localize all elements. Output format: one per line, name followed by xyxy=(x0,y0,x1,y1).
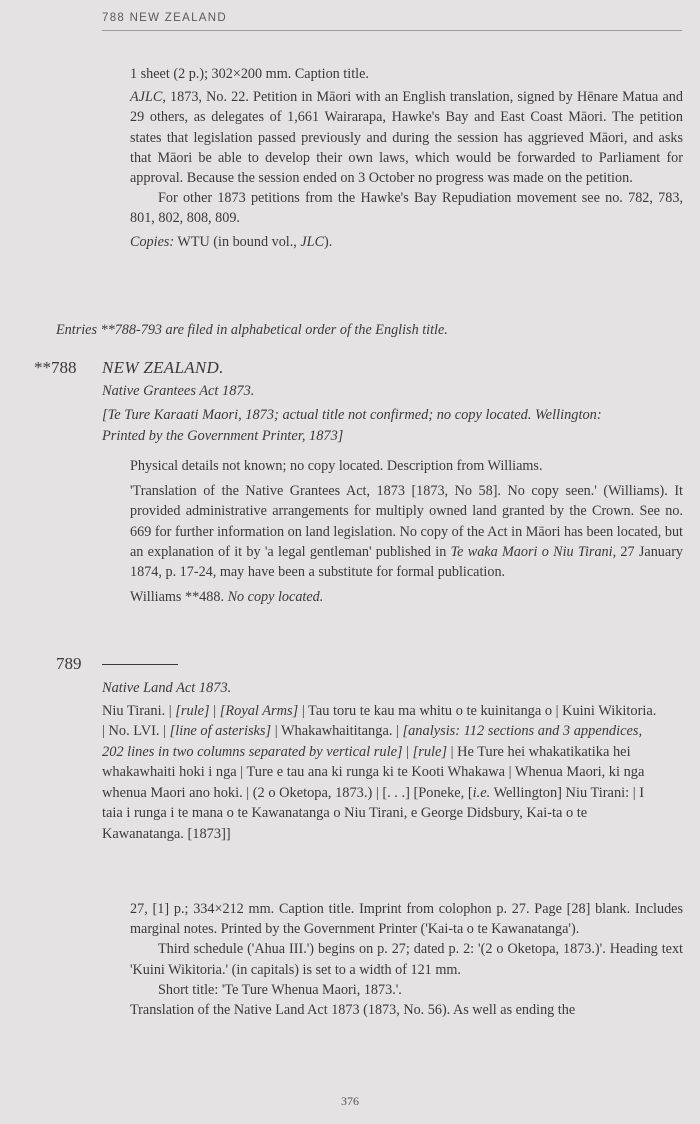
entry-788-heading-block xyxy=(102,358,682,446)
entry-789-title: Native Land Act 1873. xyxy=(102,680,232,696)
transcription-italic: [rule] xyxy=(175,702,210,719)
copies-text: WTU (in bound vol., xyxy=(174,233,301,250)
entry-789-note-2: Short title: 'Te Ture Whenua Maori, 1873.'. xyxy=(158,981,402,998)
entry-788-note-italic: Te waka Maori o Niu Tirani xyxy=(450,543,613,560)
transcription-part: | Tau toru te kau ma whitu o te kuinitanga o | Kuini Wikitoria. | No. LVI. | xyxy=(102,702,657,739)
prev-physical: 1 sheet (2 p.); 302×200 mm. Caption title. xyxy=(130,66,369,82)
entry-788-ref-italic: No copy located. xyxy=(227,589,324,606)
transcription-part: Wellington] Niu Tirani: | I taia i runga i te mana o te Kawanatanga o Niu Tirani, e George Didsbury, Kai-ta o te Kawanatanga. [1873]] xyxy=(102,784,644,842)
transcription-part: | xyxy=(209,702,220,719)
entries-note: Entries **788-793 are filed in alphabetical order of the English title. xyxy=(56,322,448,338)
entry-788-bracket: [Te Ture Karaati Maori, 1873; actual title not confirmed; no copy located. Wellington: Printed by the Government Printer, 1873] xyxy=(102,407,602,444)
transcription-italic: i.e. xyxy=(472,784,491,801)
entry-788-note-end: , 27 January 1874, p. 17-24, may have been a substitute for formal publication. xyxy=(130,543,684,581)
entry-788-body xyxy=(130,456,683,607)
entry-788-heading: NEW ZEALAND. xyxy=(102,358,224,377)
entry-789-note-1: Third schedule ('Ahua III.') begins on p. 27; dated p. 2: '(2 o Oketopa, 1873.)'. Heading text 'Kuini Wikitoria.' (in capitals) is set to a width of 121 mm. xyxy=(130,941,683,978)
entry-788-note xyxy=(130,481,683,582)
entry-789-note-3: Translation of the Native Land Act 1873 (1873, No. 56). As well as ending the xyxy=(130,1002,576,1019)
transcription-part: | He Ture hei whakatikatika hei whakawhaiti hoki i nga | Ture e tau ana ki runga ki te Kooti Whakawa | Whenua Maori, ki nga whenua Maori ano hoki. | (2 o Oketopa, 1873.) | [. . .] [Poneke, [ xyxy=(102,743,645,801)
transcription-part: Niu Tirani. | xyxy=(102,702,176,719)
entry-788-physical: Physical details not known; no copy located. Description from Williams. xyxy=(130,458,543,474)
repeat-heading-rule xyxy=(102,664,178,665)
copies-italic: JLC xyxy=(300,233,325,250)
entry-789-heading-block xyxy=(102,678,682,844)
prev-note xyxy=(130,87,683,188)
entry-788-title: Native Grantees Act 1873. xyxy=(102,382,255,399)
prev-note-text: , 1873, No. 22. Petition in Māori with an English translation, signed by Hēnare Matua and 29 others, as delegates of 1,661 Wairarapa, Hawke's Bay and East Coast Māori. The petition states that legislation passed previously and during the session has aggrieved Māori, and asks that Māori be able to develop their own laws, which would be forwarded to Parliament for approval. Because the session ended on 3 October no progress was made on the petition. xyxy=(130,89,683,187)
entry-788-ref xyxy=(130,587,683,607)
entry-788-note-text: 'Translation of the Native Grantees Act, 1873 [1873, No 58]. No copy seen.' (Williams). It provided administrative arrangements for multiply owned land granted by the Crown. See no. 669 for further information on land legislation. No copy of the Act in Māori has been located, but an explanation of it by 'a legal gentleman' published in xyxy=(130,483,683,560)
entry-number-788: **788 xyxy=(34,358,77,377)
entry-789-transcription xyxy=(102,701,662,845)
prev-entry-block xyxy=(130,64,683,252)
copies-end: ). xyxy=(324,233,333,250)
entry-number-789: 789 xyxy=(56,654,82,673)
transcription-part: | xyxy=(402,743,413,760)
prev-copies xyxy=(130,232,683,252)
prev-note-source: AJLC xyxy=(130,89,163,106)
page-number: 376 xyxy=(341,1094,359,1108)
entry-788-ref-text: Williams **488. xyxy=(130,589,228,606)
prev-note-2: For other 1873 petitions from the Hawke's Bay Repudiation movement see no. 782, 783, 801, 802, 808, 809. xyxy=(130,190,683,227)
running-header: 788 NEW ZEALAND xyxy=(102,12,682,31)
entry-789-physical: 27, [1] p.; 334×212 mm. Caption title. Imprint from colophon p. 27. Page [28] blank. Includes marginal notes. Printed by the Government Printer ('Kai-ta o te Kawanatanga'). xyxy=(130,901,683,938)
copies-label: Copies: xyxy=(130,233,175,250)
transcription-italic: [line of asterisks] xyxy=(169,723,272,739)
transcription-part: | Whakawhaititanga. | xyxy=(271,723,403,739)
transcription-italic: [rule] xyxy=(412,743,448,760)
transcription-italic: [Royal Arms] xyxy=(219,702,299,719)
transcription-italic: [analysis: 112 sections and 3 appendices, 202 lines in two columns separated by vertical rule] xyxy=(102,723,643,760)
entry-789-body xyxy=(130,899,683,1020)
